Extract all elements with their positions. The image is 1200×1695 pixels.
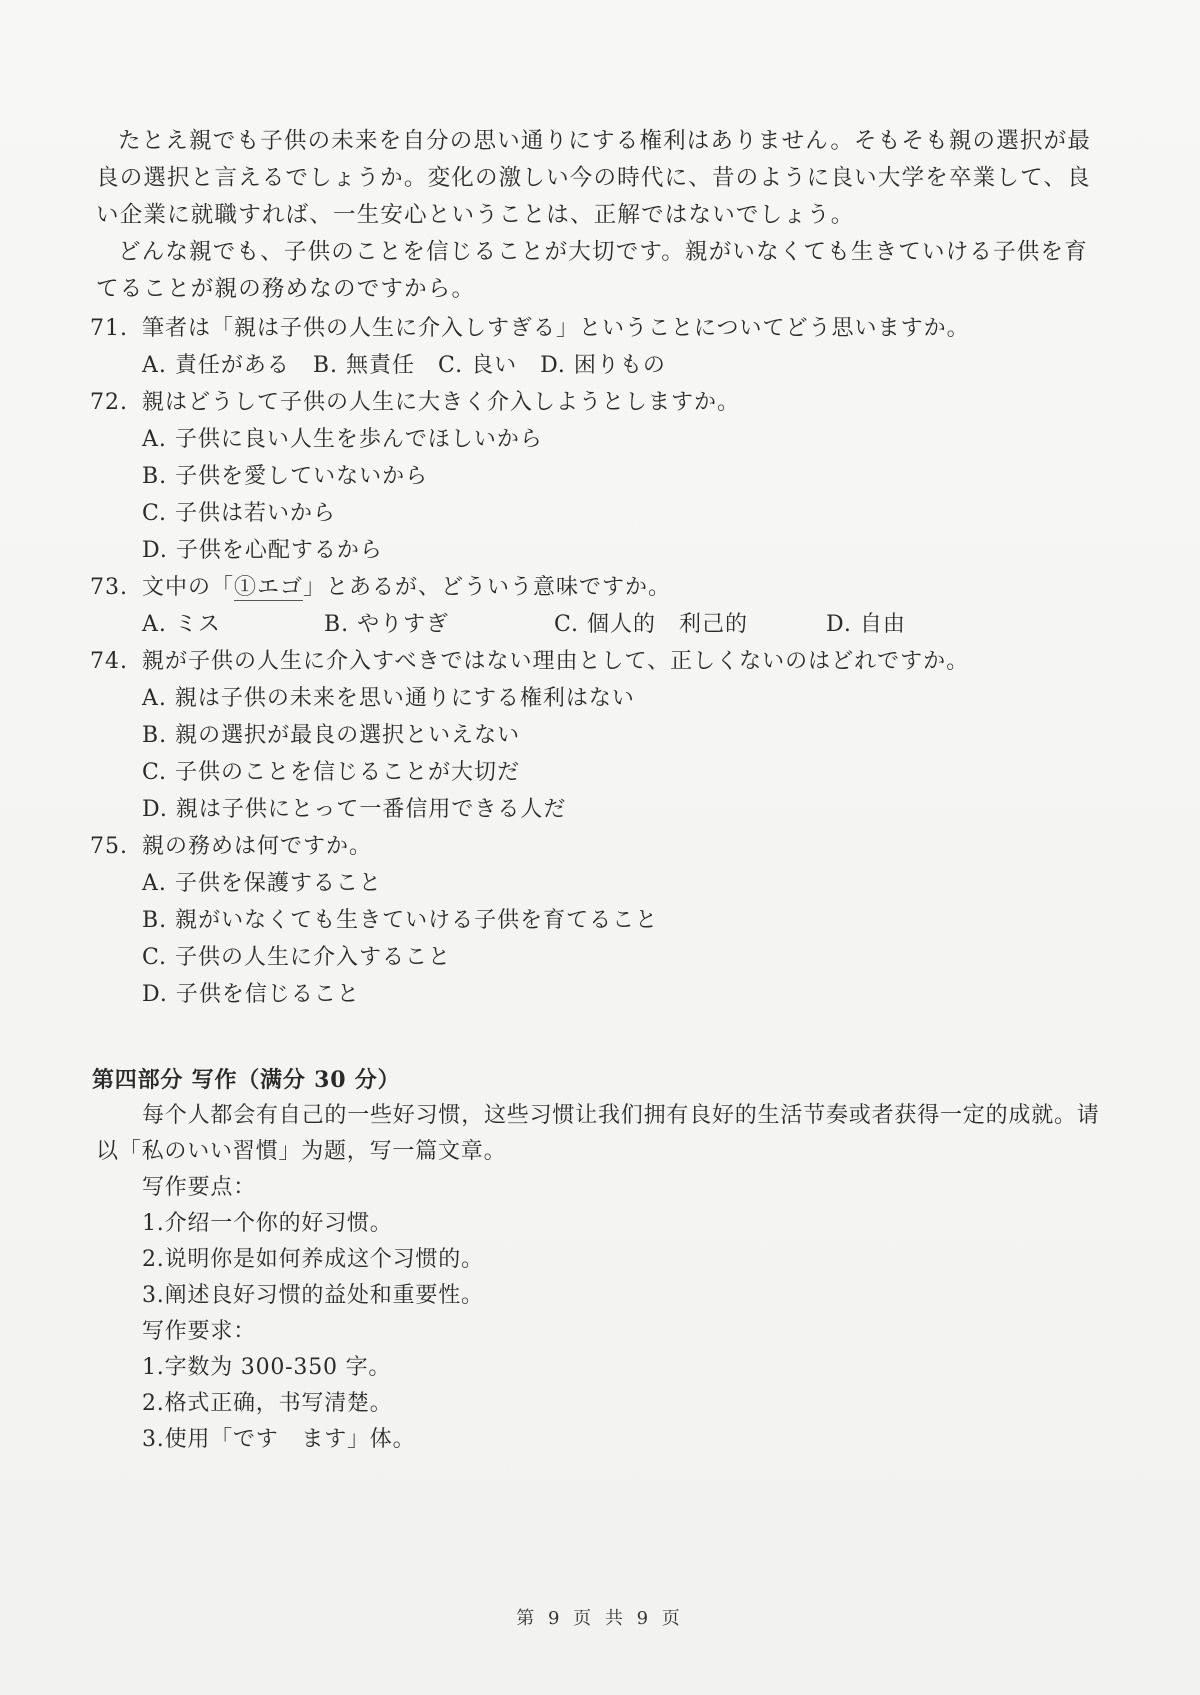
question-text: 親はどうして子供の人生に大きく介入しようとしますか。	[142, 390, 741, 415]
writing-requirement-1: 1.字数为 300-350 字。	[142, 1355, 392, 1380]
question-72	[90, 384, 1110, 569]
question-text-after: 」とあるが、どういう意味ですか。	[303, 575, 672, 600]
question-text: 親の務めは何ですか。	[142, 834, 373, 859]
question-74	[90, 643, 1110, 828]
question-71	[90, 310, 1110, 384]
option-a: A. 子供を保護すること	[142, 871, 382, 896]
writing-requirement-3: 3.使用「です ます」体。	[142, 1427, 416, 1452]
question-73	[90, 569, 1110, 643]
question-number: 71.	[90, 316, 128, 341]
option-b: B. 親の選択が最良の選択といえない	[142, 723, 521, 748]
writing-point-3: 3.阐述良好习惯的益处和重要性。	[142, 1283, 484, 1308]
section-title: 第四部分 写作（满分 30 分）	[92, 1067, 401, 1093]
question-text: 親が子供の人生に介入すべきではない理由として、正しくないのはどれですか。	[142, 649, 970, 674]
question-options-spread	[90, 606, 1110, 643]
option-d: D. 子供を心配するから	[142, 538, 383, 563]
passage-paragraph-1: たとえ親でも子供の未来を自分の思い通りにする権利はありません。そもそも親の選択が最良の選択と言えるでしょうか。変化の激しい今の時代に、昔のように良い大学を卒業して、良い企業に就職すれば、一生安心ということは、正解ではないでしょう。	[96, 128, 1092, 228]
writing-requirement-2: 2.格式正确，书写清楚。	[142, 1391, 393, 1416]
option-c: C. 子供の人生に介入すること	[142, 945, 452, 970]
writing-point-1: 1.介绍一个你的好习惯。	[142, 1211, 393, 1236]
option-b: B. 子供を愛していないから	[142, 464, 429, 489]
question-number: 75.	[90, 834, 128, 859]
question-75	[90, 828, 1110, 1013]
option-d: D. 自由	[826, 612, 906, 637]
reading-passage	[96, 123, 1108, 308]
question-text-before: 文中の「	[142, 575, 235, 600]
option-a: A. 子供に良い人生を歩んでほしいから	[142, 427, 543, 452]
question-number: 72.	[90, 390, 128, 415]
option-b: B. やりすぎ	[324, 612, 450, 637]
option-b: B. 親がいなくても生きていける子供を育てること	[142, 908, 659, 933]
option-a: A. ミス	[142, 612, 221, 637]
writing-point-2: 2.说明你是如何养成这个习惯的。	[142, 1247, 484, 1272]
question-number: 73.	[90, 575, 128, 600]
writing-points-label: 写作要点：	[142, 1175, 257, 1200]
option-a: A. 親は子供の未来を思い通りにする権利はない	[142, 686, 635, 711]
option-d: D. 親は子供にとって一番信用できる人だ	[142, 797, 567, 822]
writing-requirements-label: 写作要求：	[142, 1319, 257, 1344]
question-options-inline: A. 責任がある B. 無責任 C. 良い D. 困りもの	[142, 353, 666, 378]
option-c: C. 子供のことを信じることが大切だ	[142, 760, 521, 785]
underlined-term: ①エゴ	[234, 575, 304, 600]
writing-section	[92, 1062, 1108, 1458]
page-number-footer: 第 9 页 共 9 页	[516, 1608, 684, 1629]
question-text: 筆者は「親は子供の人生に介入しすぎる」ということについてどう思いますか。	[142, 316, 970, 341]
option-c: C. 個人的 利己的	[554, 612, 749, 637]
option-c: C. 子供は若いから	[142, 501, 337, 526]
passage-paragraph-2: どんな親でも、子供のことを信じることが大切です。親がいなくても生きていける子供を育てることが親の務めなのですから。	[96, 239, 1088, 302]
question-list	[90, 310, 1110, 1013]
writing-prompt: 每个人都会有自己的一些好习惯，这些习惯让我们拥有良好的生活节奏或者获得一定的成就。请以「私のいい習慣」为题，写一篇文章。	[96, 1103, 1100, 1164]
question-number: 74.	[90, 649, 128, 674]
option-d: D. 子供を信じること	[142, 982, 360, 1007]
